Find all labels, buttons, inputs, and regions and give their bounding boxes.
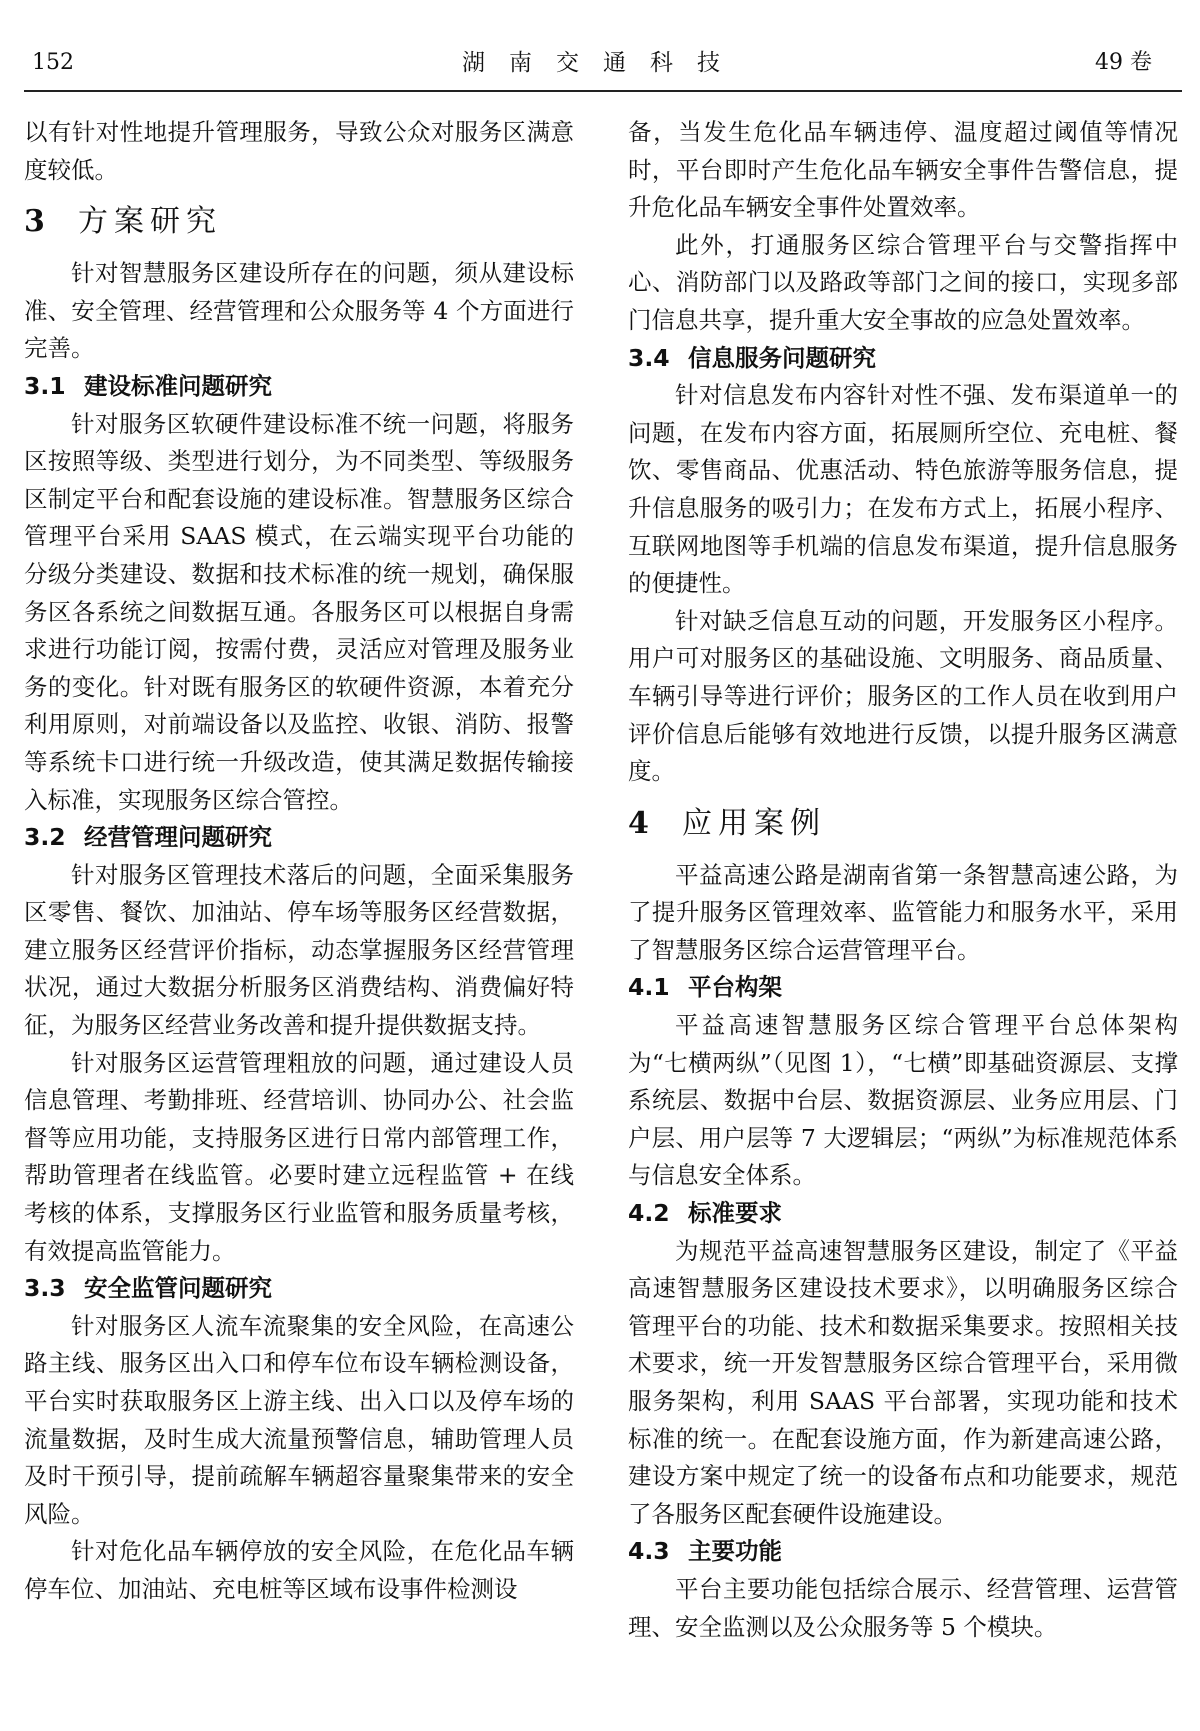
subsection-number: 3.1 [24, 371, 66, 400]
paragraph: 平益高速智慧服务区综合管理平台总体架构为“七横两纵”（见图 1），“七横”即基础资源层、支撑系统层、数据中台层、数据资源层、业务应用层、门户层、用户层等 7 大逻辑层；“两纵”为标准规范体系与信息安全体系。 [628, 1011, 1178, 1190]
subsection-title: 安全监管问题研究 [84, 1274, 272, 1303]
paragraph: 针对智慧服务区建设所存在的问题，须从建设标准、安全管理、经营管理和公众服务等 4 个方面进行完善。 [24, 259, 574, 363]
subsection-title: 标准要求 [688, 1199, 782, 1228]
volume-label: 49 卷 [1095, 50, 1152, 75]
subsection-heading-4-3 [628, 1533, 1178, 1571]
subsection-number: 3.2 [24, 823, 66, 852]
section-heading-3 [24, 203, 574, 241]
paragraph: 针对信息发布内容针对性不强、发布渠道单一的问题，在发布内容方面，拓展厕所空位、充电桩、餐饮、零售商品、优惠活动、特色旅游等服务信息，提升信息服务的吸引力；在发布方式上，拓展小程序、互联网地图等手机端的信息发布渠道，提升信息服务的便捷性。 [628, 381, 1178, 598]
paragraph: 针对服务区运营管理粗放的问题，通过建设人员信息管理、考勤排班、经营培训、协同办公、社会监督等应用功能，支持服务区进行日常内部管理工作，帮助管理者在线监管。必要时建立远程监管 + 在线考核的体系，支撑服务区行业监管和服务质量考核，有效提高监管能力。 [24, 1048, 574, 1265]
page-number: 152 [32, 50, 74, 75]
subsection-heading-3-3 [24, 1270, 574, 1308]
section-number: 3 [24, 204, 45, 240]
right-column [628, 114, 1178, 1646]
paragraph: 此外，打通服务区综合管理平台与交警指挥中心、消防部门以及路政等部门之间的接口，实现多部门信息共享，提升重大安全事故的应急处置效率。 [628, 230, 1178, 334]
paragraph: 针对缺乏信息互动的问题，开发服务区小程序。用户可对服务区的基础设施、文明服务、商品质量、车辆引导等进行评价；服务区的工作人员在收到用户评价信息后能够有效地进行反馈，以提升服务区满意度。 [628, 606, 1178, 786]
section-number: 4 [628, 805, 649, 841]
paragraph: 以有针对性地提升管理服务，导致公众对服务区满意度较低。 [24, 118, 574, 184]
paragraph: 针对服务区人流车流聚集的安全风险，在高速公路主线、服务区出入口和停车位布设车辆检测设备，平台实时获取服务区上游主线、出入口以及停车场的流量数据，及时生成大流量预警信息，辅助管理人员及时干预引导，提前疏解车辆超容量聚集带来的安全风险。 [24, 1311, 574, 1528]
subsection-heading-4-2 [628, 1195, 1178, 1233]
paragraph: 针对服务区软硬件建设标准不统一问题，将服务区按照等级、类型进行划分，为不同类型、等级服务区制定平台和配套设施的建设标准。智慧服务区综合管理平台采用 SAAS 模式，在云端实现平台功能的分级分类建设、数据和技术标准的统一规划，确保服务区各系统之间数据互通。各服务区可以根据自身需求进行功能订阅，按需付费，灵活应对管理及服务业务的变化。针对既有服务区的软硬件资源，本着充分利用原则，对前端设备以及监控、收银、消防、报警等系统卡口进行统一升级改造，使其满足数据传输接入标准，实现服务区综合管控。 [24, 409, 574, 814]
subsection-number: 3.4 [628, 343, 670, 372]
subsection-number: 4.1 [628, 973, 670, 1002]
paragraph: 备，当发生危化品车辆违停、温度超过阈值等情况时，平台即时产生危化品车辆安全事件告警信息，提升危化品车辆安全事件处置效率。 [628, 118, 1178, 222]
section-title: 应用案例 [682, 805, 826, 841]
paragraph: 平益高速公路是湖南省第一条智慧高速公路，为了提升服务区管理效率、监管能力和服务水平，采用了智慧服务区综合运营管理平台。 [628, 860, 1178, 964]
subsection-heading-3-4 [628, 340, 1178, 378]
subsection-number: 3.3 [24, 1274, 66, 1303]
section-title: 方案研究 [78, 204, 222, 240]
subsection-number: 4.3 [628, 1537, 670, 1566]
subsection-title: 经营管理问题研究 [84, 823, 272, 852]
paragraph: 针对危化品车辆停放的安全风险，在危化品车辆停车位、加油站、充电桩等区域布设事件检测设 [24, 1537, 574, 1603]
subsection-heading-3-2 [24, 819, 574, 857]
subsection-heading-4-1 [628, 969, 1178, 1007]
paragraph: 为规范平益高速智慧服务区建设，制定了《平益高速智慧服务区建设技术要求》，以明确服务区综合管理平台的功能、技术和数据采集要求。按照相关技术要求，统一开发智慧服务区综合管理平台，采用微服务架构，利用 SAAS 平台部署，实现功能和技术标准的统一。在配套设施方面，作为新建高速公路，建设方案中规定了统一的设备布点和功能要求，规范了各服务区配套硬件设施建设。 [628, 1236, 1178, 1528]
subsection-heading-3-1 [24, 368, 574, 406]
paragraph: 针对服务区管理技术落后的问题，全面采集服务区零售、餐饮、加油站、停车场等服务区经营数据，建立服务区经营评价指标，动态掌握服务区经营管理状况，通过大数据分析服务区消费结构、消费偏好特征，为服务区经营业务改善和提升提供数据支持。 [24, 860, 574, 1040]
subsection-number: 4.2 [628, 1199, 670, 1228]
page-header [24, 36, 1182, 92]
paragraph: 平台主要功能包括综合展示、经营管理、运营管理、安全监测以及公众服务等 5 个模块。 [628, 1574, 1178, 1641]
subsection-title: 主要功能 [688, 1537, 782, 1566]
left-column [24, 114, 574, 1609]
subsection-title: 信息服务问题研究 [688, 343, 876, 372]
subsection-title: 建设标准问题研究 [84, 371, 272, 400]
subsection-title: 平台构架 [688, 973, 782, 1002]
section-heading-4 [628, 805, 1178, 843]
journal-title: 湖南交通科技 [462, 50, 744, 76]
